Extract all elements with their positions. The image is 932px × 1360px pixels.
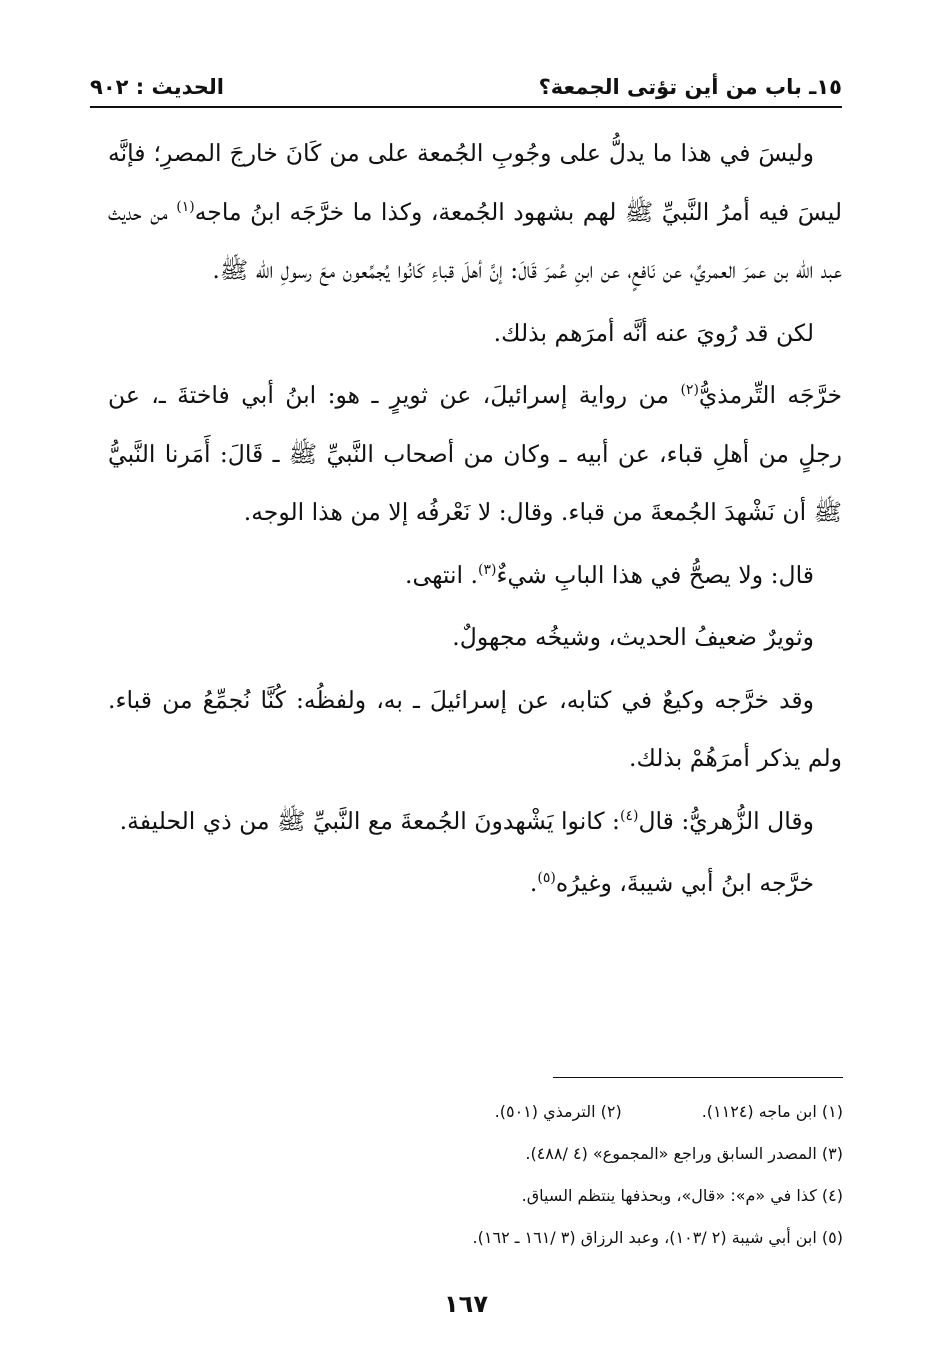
paragraph (108, 366, 842, 542)
paragraph (108, 792, 842, 851)
paragraph-text: وثويرٌ ضعيفُ الحديث، وشيخُه مجهولٌ. (452, 623, 814, 651)
footnote: (٤) كذا في «م»: «قال»، وبحذفها ينتظم السياق. (521, 1186, 843, 1205)
paragraph-text: . (529, 869, 538, 897)
paragraph-text: وليسَ في هذا ما يدلُّ على وجُوبِ الجُمعة على من كَانَ خارجَ المصرِ؛ فإنَّه ليسَ فيه أمرُ النَّبيِّ ﷺ لهم بشهود الجُمعة، وكذا ما خرَّجَه ابنُ ماجه (108, 139, 842, 226)
paragraph-text: من رواية إسرائيلَ، عن ثويرٍ ـ هو: ابنُ أبي فاختةَ ـ، عن رجلٍ من أهلِ قباء، عن أبيه ـ وكان من أصحاب النَّبيِّ ﷺ ـ قَالَ: أَمَرنا النَّبيُّ ﷺ أن نَشْهدَ الجُمعةَ من قباء. وقال: لا نَعْرفُه إلا من هذا الوجه. (108, 381, 842, 526)
footnote: (٣) المصدر السابق وراجع «المجموع» (٤ /٤٨٨). (525, 1144, 843, 1163)
footnote-reference: (٣) (478, 561, 497, 578)
main-text (108, 124, 842, 913)
paragraph-text: وقد خرَّجه وكيعٌ في كتابه، عن إسرائيلَ ـ به، ولفظُه: كُنَّا نُجمِّعُ من قباء. ولم يذكر أمرَهُمْ بذلك. (108, 685, 842, 772)
header-divider (90, 106, 842, 108)
footnote: (٢) الترمذي (٥٠١). (494, 1102, 622, 1121)
footnote-row (108, 1181, 843, 1223)
footnote-row (108, 1097, 843, 1139)
footnote-divider (553, 1077, 843, 1078)
running-header (90, 70, 842, 104)
paragraph-text: : كانوا يَشْهدونَ الجُمعةَ مع النَّبيِّ ﷺ من ذي الحليفة. (119, 806, 620, 835)
footnote-reference: (٤) (619, 807, 639, 824)
footnote: (٥) ابن أبي شيبة (٢ /١٠٣)، وعبد الرزاق (٣ /١٦١ ـ ١٦٢). (472, 1228, 843, 1247)
footnote-reference: (٢) (680, 382, 699, 399)
paragraph (108, 546, 842, 605)
paragraph (108, 854, 842, 913)
footnote-row (108, 1139, 843, 1181)
footnote-reference: (٥) (537, 870, 556, 887)
chapter-title: ١٥ـ باب من أين تؤتى الجمعة؟ (538, 75, 842, 99)
paragraph (108, 608, 842, 667)
paragraph (108, 304, 842, 363)
paragraph-text: . انتهى. (405, 560, 479, 589)
paragraph-text: خرَّجه ابنُ أبي شيبةَ، وغيرُه (555, 869, 814, 897)
page-number: ١٦٧ (444, 1290, 488, 1318)
footnote: (١) ابن ماجه (١١٢٤). (701, 1102, 843, 1121)
paragraph (108, 671, 842, 788)
paragraph-text: خرَّجَه التِّرمذيُّ (698, 381, 842, 409)
paragraph-text: لكن قد رُويَ عنه أنَّه أمرَهم بذلك. (493, 318, 814, 347)
paragraph-text: وقال الزُّهريُّ: قال (638, 806, 814, 835)
paragraph-text: قال: ولا يصحُّ في هذا البابِ شيءٌ (496, 560, 814, 589)
paragraph-text: من حديث عبد الله بن عمرَ العمريِّ، عن نَافعٍ، عن ابنِ عُمرَ قَالَ: إنَّ أهلَ قباءِ كَانُوا يُجمِّعون معَ رسولِ الله ﷺ. (108, 197, 842, 284)
footnote-reference: (١) (176, 198, 195, 215)
footnote-row (108, 1223, 843, 1265)
hadith-number: الحديث : ٩٠٢ (90, 75, 224, 99)
footnotes (108, 1097, 843, 1265)
paragraph (108, 124, 842, 300)
